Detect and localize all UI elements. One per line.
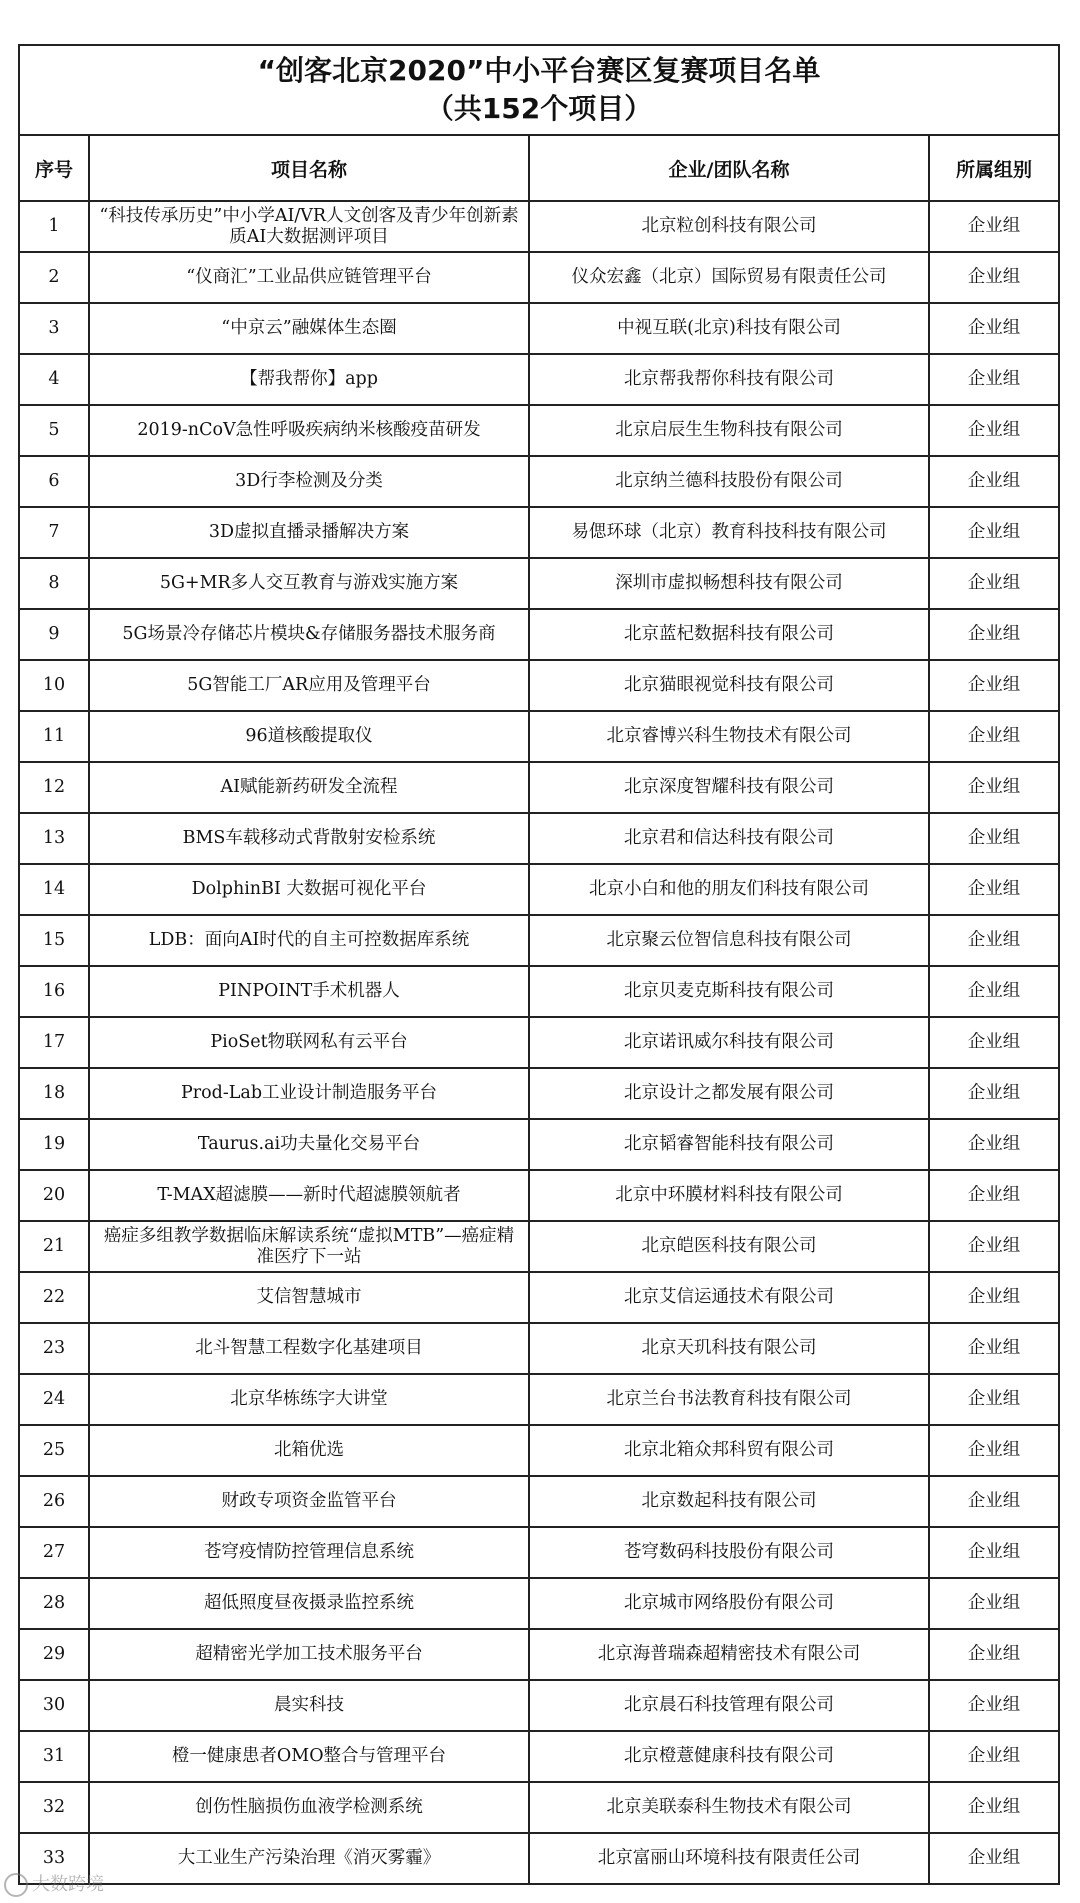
table-body: [19, 201, 1059, 1884]
table-row: [19, 303, 1059, 354]
cell-company: 北京城市网络股份有限公司: [529, 1578, 929, 1629]
table-row: [19, 252, 1059, 303]
cell-company: 北京橙薏健康科技有限公司: [529, 1731, 929, 1782]
cell-project: LDB：面向AI时代的自主可控数据库系统: [89, 915, 529, 966]
cell-no: 3: [19, 303, 89, 354]
cell-no: 1: [19, 201, 89, 252]
cell-project: 北箱优选: [89, 1425, 529, 1476]
cell-company: 北京帮我帮你科技有限公司: [529, 354, 929, 405]
cell-company: 北京海普瑞森超精密技术有限公司: [529, 1629, 929, 1680]
cell-no: 21: [19, 1221, 89, 1272]
cell-company: 易偲环球（北京）教育科技科技有限公司: [529, 507, 929, 558]
table-row: [19, 813, 1059, 864]
table-row: [19, 762, 1059, 813]
cell-no: 13: [19, 813, 89, 864]
table-row: [19, 1629, 1059, 1680]
table-row: [19, 1170, 1059, 1221]
cell-company: 苍穹数码科技股份有限公司: [529, 1527, 929, 1578]
cell-project: 5G+MR多人交互教育与游戏实施方案: [89, 558, 529, 609]
cell-company: 北京北箱众邦科贸有限公司: [529, 1425, 929, 1476]
table-row: [19, 507, 1059, 558]
cell-group: 企业组: [929, 201, 1059, 252]
table-row: [19, 609, 1059, 660]
cell-no: 4: [19, 354, 89, 405]
cell-project: 艾信智慧城市: [89, 1272, 529, 1323]
cell-project: 5G场景冷存储芯片模块&存储服务器技术服务商: [89, 609, 529, 660]
cell-group: 企业组: [929, 1629, 1059, 1680]
cell-group: 企业组: [929, 609, 1059, 660]
table-row: [19, 864, 1059, 915]
table-row: [19, 1476, 1059, 1527]
cell-group: 企业组: [929, 1221, 1059, 1272]
cell-no: 33: [19, 1833, 89, 1884]
cell-group: 企业组: [929, 507, 1059, 558]
cell-company: 北京贝麦克斯科技有限公司: [529, 966, 929, 1017]
cell-no: 23: [19, 1323, 89, 1374]
cell-company: 北京深度智耀科技有限公司: [529, 762, 929, 813]
cell-no: 25: [19, 1425, 89, 1476]
cell-group: 企业组: [929, 405, 1059, 456]
table-row: [19, 201, 1059, 252]
cell-project: PioSet物联网私有云平台: [89, 1017, 529, 1068]
table-row: [19, 1374, 1059, 1425]
cell-group: 企业组: [929, 660, 1059, 711]
cell-no: 30: [19, 1680, 89, 1731]
cell-group: 企业组: [929, 1731, 1059, 1782]
cell-project: 96道核酸提取仪: [89, 711, 529, 762]
table-row: [19, 558, 1059, 609]
table-row: [19, 1221, 1059, 1272]
cell-group: 企业组: [929, 1476, 1059, 1527]
cell-project: “中京云”融媒体生态圈: [89, 303, 529, 354]
cell-project: 大工业生产污染治理《消灭雾霾》: [89, 1833, 529, 1884]
watermark: [4, 1870, 104, 1897]
watermark-logo-icon: [4, 1873, 28, 1897]
project-list-table: [18, 44, 1060, 1885]
cell-project: BMS车载移动式背散射安检系统: [89, 813, 529, 864]
cell-company: 北京聚云位智信息科技有限公司: [529, 915, 929, 966]
cell-company: 北京艾信运通技术有限公司: [529, 1272, 929, 1323]
table-row: [19, 1833, 1059, 1884]
cell-project: 3D虚拟直播录播解决方案: [89, 507, 529, 558]
table-row: [19, 1782, 1059, 1833]
cell-company: 北京纳兰德科技股份有限公司: [529, 456, 929, 507]
cell-project: 苍穹疫情防控管理信息系统: [89, 1527, 529, 1578]
cell-company: 北京富丽山环境科技有限责任公司: [529, 1833, 929, 1884]
cell-group: 企业组: [929, 1323, 1059, 1374]
cell-company: 深圳市虚拟畅想科技有限公司: [529, 558, 929, 609]
cell-no: 17: [19, 1017, 89, 1068]
cell-no: 31: [19, 1731, 89, 1782]
cell-group: 企业组: [929, 558, 1059, 609]
title-row: [19, 45, 1059, 135]
cell-no: 19: [19, 1119, 89, 1170]
table-row: [19, 915, 1059, 966]
cell-project: 超精密光学加工技术服务平台: [89, 1629, 529, 1680]
cell-group: 企业组: [929, 1119, 1059, 1170]
table-row: [19, 1527, 1059, 1578]
table-row: [19, 405, 1059, 456]
cell-project: “仪商汇”工业品供应链管理平台: [89, 252, 529, 303]
cell-no: 8: [19, 558, 89, 609]
table-title: [19, 45, 1059, 135]
table-row: [19, 1323, 1059, 1374]
cell-no: 11: [19, 711, 89, 762]
cell-project: T-MAX超滤膜——新时代超滤膜领航者: [89, 1170, 529, 1221]
cell-group: 企业组: [929, 354, 1059, 405]
cell-group: 企业组: [929, 1374, 1059, 1425]
cell-project: 癌症多组教学数据临床解读系统“虚拟MTB”—癌症精准医疗下一站: [89, 1221, 529, 1272]
cell-project: 超低照度昼夜摄录监控系统: [89, 1578, 529, 1629]
cell-group: 企业组: [929, 762, 1059, 813]
table-row: [19, 1272, 1059, 1323]
cell-group: 企业组: [929, 303, 1059, 354]
cell-company: 北京启辰生生物科技有限公司: [529, 405, 929, 456]
cell-group: 企业组: [929, 252, 1059, 303]
cell-project: 橙一健康患者OMO整合与管理平台: [89, 1731, 529, 1782]
cell-company: 北京晨石科技管理有限公司: [529, 1680, 929, 1731]
header-row: [19, 135, 1059, 201]
cell-company: 北京粒创科技有限公司: [529, 201, 929, 252]
cell-company: 北京兰台书法教育科技有限公司: [529, 1374, 929, 1425]
cell-group: 企业组: [929, 1272, 1059, 1323]
table-row: [19, 660, 1059, 711]
table-row: [19, 711, 1059, 762]
cell-no: 16: [19, 966, 89, 1017]
cell-company: 北京猫眼视觉科技有限公司: [529, 660, 929, 711]
cell-company: 北京君和信达科技有限公司: [529, 813, 929, 864]
cell-company: 北京皑医科技有限公司: [529, 1221, 929, 1272]
cell-project: Taurus.ai功夫量化交易平台: [89, 1119, 529, 1170]
cell-group: 企业组: [929, 1425, 1059, 1476]
cell-company: 北京设计之都发展有限公司: [529, 1068, 929, 1119]
cell-no: 32: [19, 1782, 89, 1833]
title-line-1: “创客北京2020”中小平台赛区复赛项目名单: [257, 54, 821, 87]
cell-company: 北京中环膜材料科技有限公司: [529, 1170, 929, 1221]
cell-group: 企业组: [929, 813, 1059, 864]
cell-company: 北京小白和他的朋友们科技有限公司: [529, 864, 929, 915]
cell-group: 企业组: [929, 1578, 1059, 1629]
cell-no: 12: [19, 762, 89, 813]
cell-no: 27: [19, 1527, 89, 1578]
cell-no: 5: [19, 405, 89, 456]
cell-project: PINPOINT手术机器人: [89, 966, 529, 1017]
cell-project: 财政专项资金监管平台: [89, 1476, 529, 1527]
cell-group: 企业组: [929, 711, 1059, 762]
watermark-text: 大数跨境: [32, 1874, 104, 1895]
cell-no: 26: [19, 1476, 89, 1527]
cell-group: 企业组: [929, 1782, 1059, 1833]
cell-group: 企业组: [929, 456, 1059, 507]
cell-company: 北京美联泰科生物技术有限公司: [529, 1782, 929, 1833]
cell-project: 北斗智慧工程数字化基建项目: [89, 1323, 529, 1374]
cell-project: 【帮我帮你】app: [89, 354, 529, 405]
cell-no: 14: [19, 864, 89, 915]
header-company: 企业/团队名称: [529, 135, 929, 201]
cell-group: 企业组: [929, 1068, 1059, 1119]
cell-no: 24: [19, 1374, 89, 1425]
cell-no: 29: [19, 1629, 89, 1680]
cell-group: 企业组: [929, 915, 1059, 966]
table-row: [19, 1578, 1059, 1629]
cell-project: 北京华栋练字大讲堂: [89, 1374, 529, 1425]
cell-group: 企业组: [929, 1170, 1059, 1221]
cell-group: 企业组: [929, 1017, 1059, 1068]
cell-no: 28: [19, 1578, 89, 1629]
table-row: [19, 1680, 1059, 1731]
cell-project: “科技传承历史”中小学AI/VR人文创客及青少年创新素质AI大数据测评项目: [89, 201, 529, 252]
header-project: 项目名称: [89, 135, 529, 201]
table-row: [19, 1068, 1059, 1119]
cell-no: 18: [19, 1068, 89, 1119]
cell-group: 企业组: [929, 1833, 1059, 1884]
cell-project: 创伤性脑损伤血液学检测系统: [89, 1782, 529, 1833]
cell-no: 7: [19, 507, 89, 558]
cell-no: 22: [19, 1272, 89, 1323]
table-row: [19, 354, 1059, 405]
cell-company: 北京天玑科技有限公司: [529, 1323, 929, 1374]
cell-group: 企业组: [929, 864, 1059, 915]
cell-project: 2019-nCoV急性呼吸疾病纳米核酸疫苗研发: [89, 405, 529, 456]
cell-group: 企业组: [929, 966, 1059, 1017]
cell-company: 北京数起科技有限公司: [529, 1476, 929, 1527]
header-group: 所属组别: [929, 135, 1059, 201]
cell-project: 5G智能工厂AR应用及管理平台: [89, 660, 529, 711]
cell-project: 晨实科技: [89, 1680, 529, 1731]
cell-company: 北京蓝杞数据科技有限公司: [529, 609, 929, 660]
cell-company: 北京诺讯威尔科技有限公司: [529, 1017, 929, 1068]
table-row: [19, 456, 1059, 507]
cell-project: 3D行李检测及分类: [89, 456, 529, 507]
cell-no: 20: [19, 1170, 89, 1221]
cell-company: 中视互联(北京)科技有限公司: [529, 303, 929, 354]
cell-no: 15: [19, 915, 89, 966]
title-line-2: （共152个项目）: [425, 92, 653, 125]
table-row: [19, 1119, 1059, 1170]
cell-no: 6: [19, 456, 89, 507]
table-row: [19, 1017, 1059, 1068]
cell-company: 北京韬睿智能科技有限公司: [529, 1119, 929, 1170]
table-row: [19, 1425, 1059, 1476]
cell-group: 企业组: [929, 1527, 1059, 1578]
header-no: 序号: [19, 135, 89, 201]
cell-no: 9: [19, 609, 89, 660]
cell-no: 2: [19, 252, 89, 303]
cell-project: AI赋能新药研发全流程: [89, 762, 529, 813]
cell-project: Prod-Lab工业设计制造服务平台: [89, 1068, 529, 1119]
cell-project: DolphinBI 大数据可视化平台: [89, 864, 529, 915]
cell-company: 北京睿博兴科生物技术有限公司: [529, 711, 929, 762]
table-row: [19, 966, 1059, 1017]
table-row: [19, 1731, 1059, 1782]
cell-group: 企业组: [929, 1680, 1059, 1731]
cell-no: 10: [19, 660, 89, 711]
cell-company: 仪众宏鑫（北京）国际贸易有限责任公司: [529, 252, 929, 303]
